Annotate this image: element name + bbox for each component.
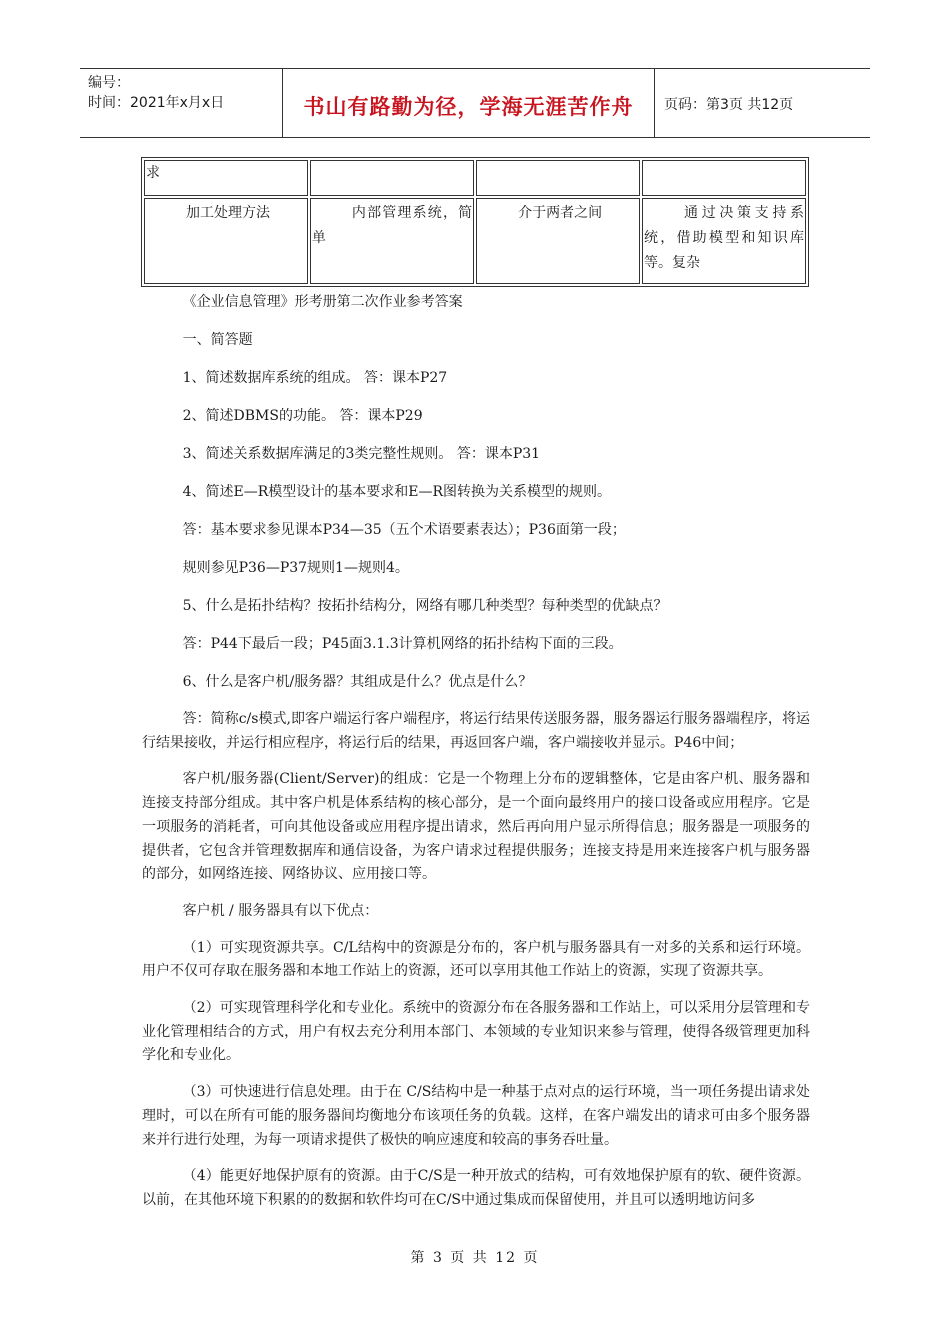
table-cell [476, 198, 640, 284]
cell-text: 加工处理方法 [186, 205, 270, 221]
header-motto: 书山有路勤为径，学海无涯苦作舟 [303, 95, 634, 119]
table-cell: 求 [144, 160, 308, 196]
section-heading: 一、简答题 [182, 332, 253, 348]
table-cell [476, 160, 640, 196]
question-item: 3、简述关系数据库满足的3类完整性规则。 答：课本P31 [182, 446, 541, 462]
page-footer: 第 3 页 共 12 页 [410, 1250, 540, 1266]
table-cell [642, 198, 806, 284]
table-cell [310, 198, 474, 284]
header-divider [654, 69, 655, 137]
table-cell [144, 198, 308, 284]
table-row [144, 198, 806, 284]
cell-text: 单 [311, 230, 326, 246]
advantage-paragraph: （2）可实现管理科学化和专业化。系统中的资源分布在各服务器和工作站上，可以采用分层管理和专业化管理相结合的方式，用户有权去充分利用本部门、本领域的专业知识来参与管理，使得各级管理更加科学化和专业化。 [142, 1000, 810, 1064]
answer-item: 答：基本要求参见课本P34—35（五个术语要素表达）；P36面第一段； [182, 522, 626, 538]
cell-text: 统，借助模型和知识库 [644, 230, 804, 246]
question-item: 1、简述数据库系统的组成。 答：课本P27 [182, 370, 448, 386]
question-item: 2、简述DBMS的功能。 答：课本P29 [182, 408, 423, 424]
comparison-table [141, 157, 809, 287]
cell-text: 等。复杂 [644, 255, 701, 271]
advantage-paragraph: （3）可快速进行信息处理。由于在 C/S结构中是一种基于点对点的运行环境，当一项任务提出请求处理时，可以在所有可能的服务器间均衡地分布该项任务的负载。这样，在客户端发出的请求可由多个服务器来并行进行处理，为每一项请求提供了极快的响应速度和较高的事务吞吐量。 [142, 1084, 810, 1148]
cell-text: 通过决策支持系 [684, 205, 804, 221]
table-cell [310, 160, 474, 196]
header-page-info: 页码：第3页 共12页 [664, 97, 794, 113]
page-header [80, 68, 870, 138]
header-meta [88, 73, 224, 113]
question-item: 5、什么是拓扑结构？按拓扑结构分，网络有哪几种类型？每种类型的优缺点？ [182, 598, 668, 614]
answer-item: 答：P44下最后一段；P45面3.1.3计算机网络的拓扑结构下面的三段。 [182, 636, 623, 652]
answer-paragraph: 答：简称c/s模式,即客户端运行客户端程序，将运行结果传送服务器，服务器运行服务器端程序，将运行结果接收，并运行相应程序，将运行后的结果，再返回客户端，客户端接收并显示。P46中间； [142, 711, 810, 751]
table-cell [642, 160, 806, 196]
document-body [142, 290, 810, 1213]
cell-text: 内部管理系统，简 [351, 205, 473, 221]
answer-paragraph: 客户机/服务器(Client/Server)的组成：它是一个物理上分布的逻辑整体，它是由客户机、服务器和连接支持部分组成。其中客户机是体系结构的核心部分，是一个面向最终用户的接口设备或应用程序。它是一项服务的消耗者，可向其他设备或应用程序提出请求，然后再向用户显示所得信息；服务器是一项服务的提供者，它包含并管理数据库和通信设备，为客户请求过程提供服务；连接支持是用来连接客户机与服务器的部分，如网络连接、网络协议、应用接口等。 [142, 771, 810, 883]
answer-paragraph: 客户机 / 服务器具有以下优点： [182, 902, 379, 919]
advantage-paragraph: （4）能更好地保护原有的资源。由于C/S是一种开放式的结构，可有效地保护原有的软、硬件资源。以前，在其他环境下积累的的数据和软件均可在C/S中通过集成而保留使用，并且可以透明地访问多 [142, 1168, 810, 1208]
question-item: 4、简述E—R模型设计的基本要求和E—R图转换为关系模型的规则。 [182, 484, 612, 500]
date-label: 时间：2021年x月x日 [88, 95, 225, 111]
cell-text: 介于两者之间 [518, 205, 603, 221]
question-item: 6、什么是客户机/服务器？其组成是什么？优点是什么？ [182, 674, 533, 690]
number-label: 编号： [88, 75, 130, 91]
advantage-paragraph: （1）可实现资源共享。C/L结构中的资源是分布的，客户机与服务器具有一对多的关系和运行环境。用户不仅可存取在服务器和本地工作站上的资源，还可以享用其他工作站上的资源，实现了资源共享。 [142, 939, 810, 980]
doc-title: 《企业信息管理》形考册第二次作业参考答案 [182, 294, 463, 310]
answer-item: 规则参见P36—P37规则1—规则4。 [182, 560, 409, 576]
table-row [144, 160, 806, 196]
